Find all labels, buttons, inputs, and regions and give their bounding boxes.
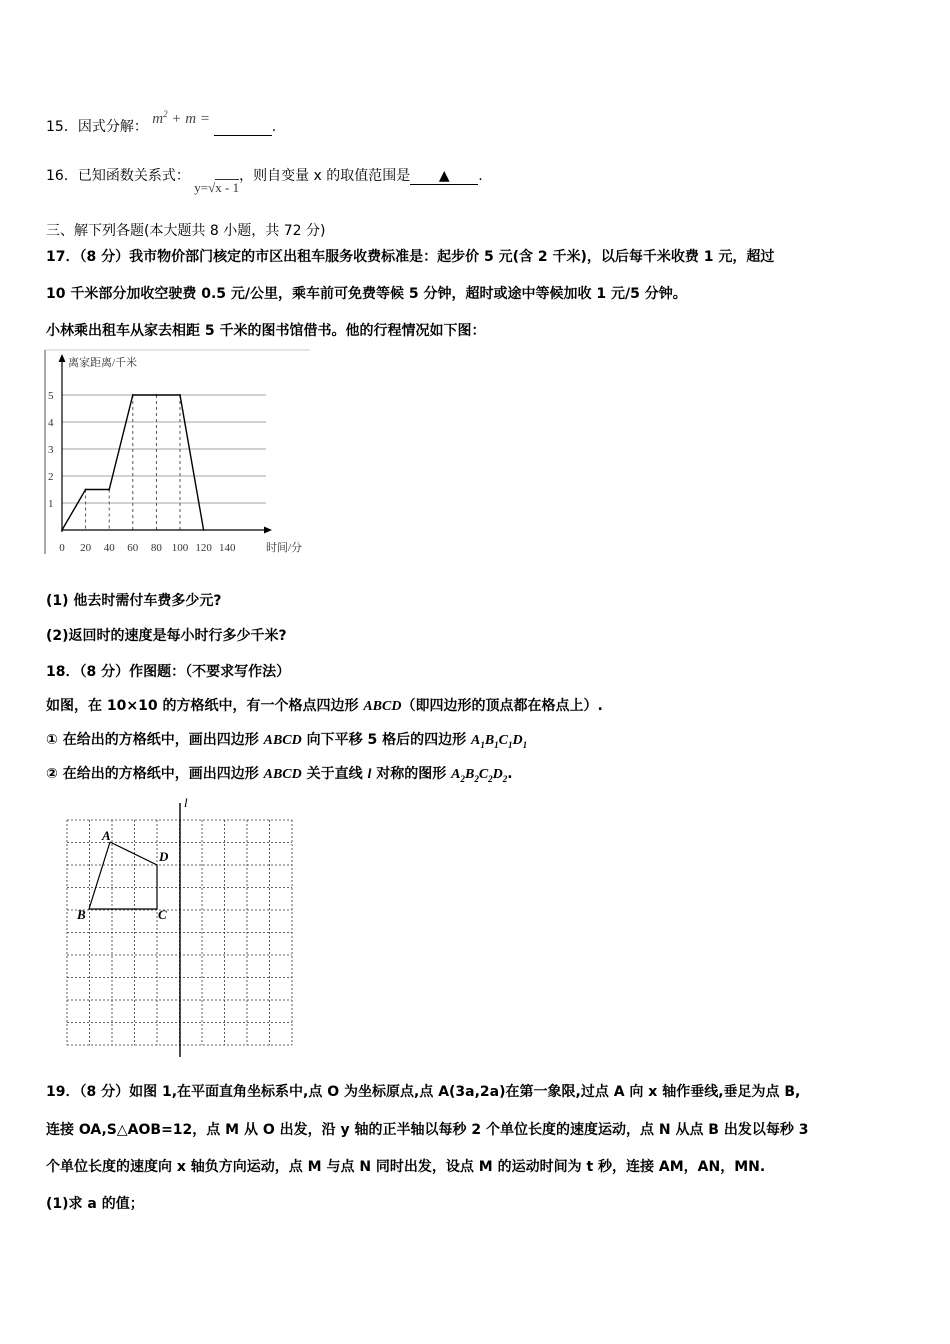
- q18-line-1: 18．（8 分）作图题：（不要求写作法）: [46, 664, 291, 680]
- q17-line-3: 小林乘出租车从家去相距 5 千米的图书馆借书。他的行程情况如下图：: [46, 323, 486, 339]
- q17-part-2: (2)返回时的速度是每小时行多少千米?: [46, 628, 287, 644]
- x-tick-40: 40: [103, 542, 115, 554]
- target-shape-1: $A_1B_1C_1D_1$: [470, 733, 528, 750]
- q16-number: 16．: [46, 168, 78, 184]
- q17-line-1: 17．（8 分）我市物价部门核定的市区出租车服务收费标准是：起步价 5 元(含 2 千米)，以后每千米收费 1 元，超过: [46, 249, 775, 265]
- x-tick-60: 60: [127, 542, 139, 554]
- x-axis-arrow-icon: [264, 527, 272, 534]
- q15-number: 15．: [46, 119, 78, 135]
- quadrilateral-abcd: [89, 842, 157, 909]
- chart-grid: [62, 395, 266, 503]
- x-tick-140: 140: [218, 542, 236, 554]
- question-15: [46, 109, 277, 136]
- y-tick-4: 4: [48, 417, 54, 429]
- q17-line-2: 10 千米部分加收空驶费 0.5 元/公里，乘车前可免费等候 5 分钟，超时或途中等候加收 1 元/5 分钟。: [46, 286, 687, 302]
- line-l-label: l: [184, 795, 188, 810]
- y-tick-1: 1: [48, 498, 54, 510]
- vertex-d-label: D: [159, 849, 169, 864]
- series-point-40: [108, 489, 110, 491]
- y-axis-arrow-icon: [59, 354, 66, 362]
- y-tick-3: 3: [48, 444, 54, 456]
- chart-ylabel: 离家距离/千米: [68, 357, 138, 369]
- q17-part-1: (1) 他去时需付车费多少元?: [46, 593, 222, 609]
- chart-y-ticks: [48, 390, 54, 510]
- shape-name: ABCD: [363, 699, 402, 714]
- y-tick-2: 2: [48, 471, 54, 483]
- q16-end: .: [478, 168, 483, 184]
- vertex-c-label: C: [158, 907, 167, 922]
- q16-answer-blank[interactable]: [410, 168, 478, 185]
- x-tick-120: 120: [195, 542, 212, 554]
- y-tick-5: 5: [48, 390, 54, 402]
- x-tick-100: 100: [171, 542, 189, 554]
- x-tick-80: 80: [150, 542, 162, 554]
- q16-function: y=√x - 1: [194, 180, 240, 195]
- target-shape-2: $A_2B_2C_2D_2$: [451, 767, 508, 784]
- q15-answer-blank[interactable]: [214, 119, 272, 136]
- q15-expression: $m^2 + m$ =: [152, 109, 214, 127]
- q15-label: 因式分解：: [77, 119, 148, 135]
- vertex-a-label: A: [102, 828, 111, 843]
- q18-line-2: 如图，在 10×10 的方格纸中，有一个格点四边形 ABCD（即四边形的顶点都在格点上）.: [46, 698, 603, 714]
- q18-item-2: ② 在给出的方格纸中，画出四边形 ABCD 关于直线 l 对称的图形 $A_2B_2C_2D_2$.: [46, 766, 513, 784]
- question-16: [46, 165, 483, 195]
- triangle-icon: ▲: [438, 168, 450, 184]
- q19-line-1: 19．（8 分）如图 1,在平面直角坐标系中,点 O 为坐标原点,点 A(3a,2a)在第一象限,过点 A 向 x 轴作垂线,垂足为点 B,: [46, 1084, 801, 1100]
- chart-dashed-guides: [86, 395, 180, 530]
- vertex-b-label: B: [77, 907, 86, 922]
- q19-part-1: (1)求 a 的值；: [46, 1196, 144, 1212]
- series-point-0: [61, 529, 63, 531]
- series-point-80: [156, 394, 158, 396]
- chart-x-ticks: [59, 542, 236, 554]
- sqrt-icon: √: [208, 180, 216, 195]
- series-point-60: [132, 394, 134, 396]
- section-3-title: 三、解下列各题(本大题共 8 小题，共 72 分): [46, 223, 326, 239]
- x-tick-0: 0: [59, 542, 65, 554]
- q19-line-3: 个单位长度的速度向 x 轴负方向运动，点 M 与点 N 同时出发，设点 M 的运动时间为 t 秒，连接 AM，AN，MN.: [46, 1159, 766, 1175]
- series-point-100: [179, 394, 181, 396]
- distance-time-chart: [40, 348, 315, 558]
- x-tick-20: 20: [80, 542, 92, 554]
- series-point-120: [203, 529, 205, 531]
- q18-item-1: ① 在给出的方格纸中，画出四边形 ABCD 向下平移 5 格后的四边形 $A_1B_1C_1D_1$: [46, 732, 528, 750]
- q19-line-2: 连接 OA,S△AOB=12，点 M 从 O 出发，沿 y 轴的正半轴以每秒 2 个单位长度的速度运动，点 N 从点 B 出发以每秒 3: [46, 1122, 809, 1138]
- q16-middle: ，则自变量 x 的取值范围是: [239, 168, 411, 184]
- grid-figure: [60, 795, 310, 1060]
- q16-label: 已知函数关系式：: [77, 168, 190, 184]
- chart-xlabel: 时间/分: [266, 542, 303, 554]
- q15-end: .: [271, 119, 277, 135]
- series-point-20: [85, 489, 87, 491]
